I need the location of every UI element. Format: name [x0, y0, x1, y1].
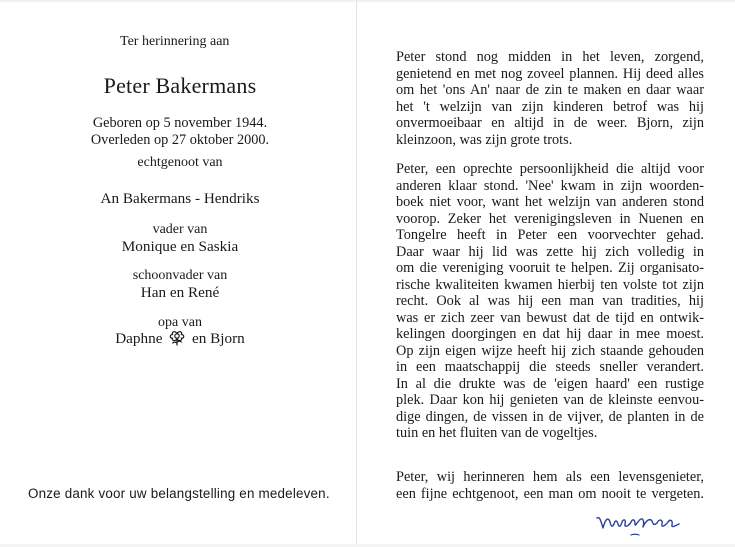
text-line: het 't welzijn van zijn kinderen betrof was hij: [396, 98, 704, 115]
paragraph-3: [396, 469, 704, 502]
text-line: tuin en het fluiten van de vogeltjes.: [396, 425, 598, 441]
paragraph-2: [396, 161, 704, 442]
text-line: onvermoeibaar en altijd in de weer. Bjorn, zijn: [396, 115, 704, 131]
text-line: recht. Ook al was hij een man van tradities, hij: [396, 293, 704, 309]
grandchildren-line: [30, 330, 330, 348]
flower-icon: [168, 330, 186, 346]
spouse-label: echtgenoot van: [137, 155, 223, 170]
text-line: genietend en met nog zoveel plannen. Hij deed alles: [396, 65, 704, 82]
text-line: om die vereniging vooruit te helpen. Zij organisato-: [396, 260, 704, 276]
intro-text: Ter herinnering aan: [120, 34, 230, 49]
text-line: voorop. Zeker het verenigingsleven in Nuenen en: [396, 210, 704, 227]
text-line: was er zich zeer van bewust dat de tijd en ontwik-: [396, 309, 704, 326]
text-line: plek. Daar kon hij genieten van de kleinste eenvou-: [396, 392, 704, 408]
grandpa-label: opa van: [158, 315, 202, 330]
text-line: boek niet voor, want het welzijn van anderen stond: [396, 194, 704, 210]
inlaw-label: schoonvader van: [132, 268, 228, 283]
children-names: Monique en Saskia: [121, 238, 239, 255]
text-line: rische kwaliteiten kwamen hierbij ten volste tot zijn: [396, 276, 704, 293]
grandchild-name-2: en Bjorn: [192, 330, 245, 347]
text-line: kleinzoon, was zijn grote trots.: [396, 131, 573, 148]
text-line: Peter stond nog midden in het leven, zorgend,: [396, 49, 704, 65]
text-line: een fijne echtgenoot, een man om nooit te vergeten.: [396, 485, 704, 502]
grandchild-name-1: Daphne: [115, 330, 163, 347]
place-signature: [591, 506, 683, 542]
paragraph-1: [396, 49, 704, 148]
father-label: vader van: [152, 222, 208, 237]
signature-handwriting: [591, 506, 683, 542]
top-edge: [0, 0, 735, 2]
center-fold: [356, 0, 357, 547]
text-line: Peter, een oprechte persoonlijkheid die altijd voor: [396, 161, 704, 177]
text-line: dige dingen, de vissen in de vijver, de planten in de: [396, 408, 704, 425]
life-dates: [30, 115, 330, 149]
deceased-name: Peter Bakermans: [103, 73, 257, 98]
text-line: Daar waar hij lid was zette hij zich volledig in: [396, 243, 704, 260]
birth-date: Geboren op 5 november 1944.: [92, 115, 268, 131]
spouse-name: An Bakermans - Hendriks: [100, 190, 260, 207]
death-date: Overleden op 27 oktober 2000.: [90, 132, 270, 148]
text-line: In al die drukte was de 'eigen haard' een rustige: [396, 375, 704, 392]
text-line: Tongelre heeft in Peter een voorvechter gehad.: [396, 227, 704, 243]
text-line: om het 'ons An' naar de zin te maken en daar waar: [396, 82, 704, 98]
inlaw-names: Han en René: [140, 284, 220, 301]
text-line: kelingen doorgingen en dat hij daar in mee moest.: [396, 326, 704, 342]
text-line: in een maatschappij die steeds sneller verandert.: [396, 359, 704, 375]
thanks-note: Onze dank voor uw belangstelling en medeleven.: [28, 486, 330, 501]
text-line: Op zijn eigen wijze heeft hij zich staande gehouden: [396, 342, 704, 359]
text-line: Peter, wij herinneren hem als een levensgenieter,: [396, 469, 704, 485]
text-line: anderen klaar stond. 'Nee' kwam in zijn woorden-: [396, 177, 704, 194]
